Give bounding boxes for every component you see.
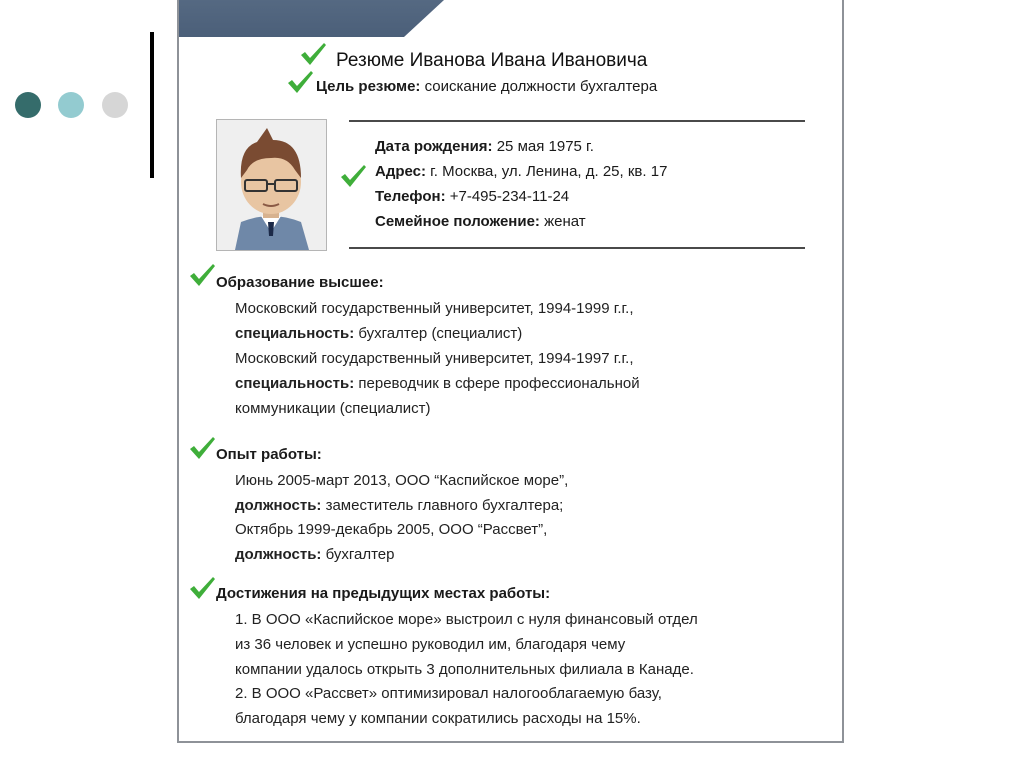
education-line [235,350,634,367]
info-value: 25 мая 1975 г. [492,138,594,155]
line-label: специальность: [235,325,355,342]
resume-document [177,0,844,743]
checkmark-icon [299,42,327,66]
info-value: г. Москва, ул. Ленина, д. 25, кв. 17 [426,163,668,180]
experience-line [235,472,568,489]
experience-line [235,546,394,563]
line-value: Московский государственный университет, 1994-1997 г.г., [235,350,634,367]
education-title: Образование высшее: [216,274,384,291]
achievement-line: 2. В ООО «Рассвет» оптимизировал налогооблагаемую базу, [235,685,662,702]
avatar-photo [216,119,327,251]
checkmark-icon [286,70,314,94]
decor-dot-light [58,92,84,118]
achievement-line: благодаря чему у компании сократились расходы на 15%. [235,710,641,727]
achievement-line: 1. В ООО «Каспийское море» выстроил с нуля финансовый отдел [235,611,698,628]
checkmark-icon [188,263,216,287]
info-label: Адрес: [375,163,426,180]
achievement-line: из 36 человек и успешно руководил им, благодаря чему [235,636,626,653]
line-label: специальность: [235,375,355,392]
resume-goal [316,78,657,95]
line-label: должность: [235,497,322,514]
divider-top [349,120,805,122]
goal-label: Цель резюме: [316,78,421,95]
personal-phone [375,188,569,205]
checkmark-icon [188,576,216,600]
info-value: +7-495-234-11-24 [445,188,570,205]
decor-dot-dark [15,92,41,118]
personal-address [375,163,667,180]
line-value: бухгалтер [321,546,395,563]
line-value: заместитель главного бухгалтера; [321,497,564,514]
checkmark-icon [188,436,216,460]
line-value: бухгалтер (специалист) [354,325,523,342]
education-line [235,375,640,392]
decor-dot-gray [102,92,128,118]
personal-marital-status [375,213,586,230]
achievement-line: компании удалось открыть 3 дополнительных филиала в Канаде. [235,661,694,678]
personal-birthdate [375,138,594,155]
education-line [235,325,522,342]
info-value: женат [539,213,586,230]
info-label: Семейное положение: [375,213,540,230]
checkmark-icon [339,164,367,188]
line-value: Московский государственный университет, 1994-1999 г.г., [235,300,634,317]
header-band [179,0,444,37]
line-value: переводчик в сфере профессиональной [354,375,640,392]
divider-bottom [349,247,805,249]
line-value: Июнь 2005-март 2013, ООО “Каспийское море”, [235,472,569,489]
achievements-title: Достижения на предыдущих местах работы: [216,585,551,602]
goal-value: соискание должности бухгалтера [420,78,658,95]
experience-line [235,497,563,514]
experience-title: Опыт работы: [216,446,322,463]
decor-vertical-bar [150,32,154,178]
line-value: коммуникации (специалист) [235,400,431,417]
resume-title: Резюме Иванова Ивана Ивановича [336,50,648,71]
info-label: Телефон: [375,188,446,205]
education-line [235,400,431,417]
info-label: Дата рождения: [375,138,493,155]
line-value: Октябрь 1999-декабрь 2005, ООО “Рассвет”, [235,521,548,538]
education-line [235,300,634,317]
cartoon-man-avatar-icon [217,120,326,250]
line-label: должность: [235,546,322,563]
experience-line [235,521,547,538]
